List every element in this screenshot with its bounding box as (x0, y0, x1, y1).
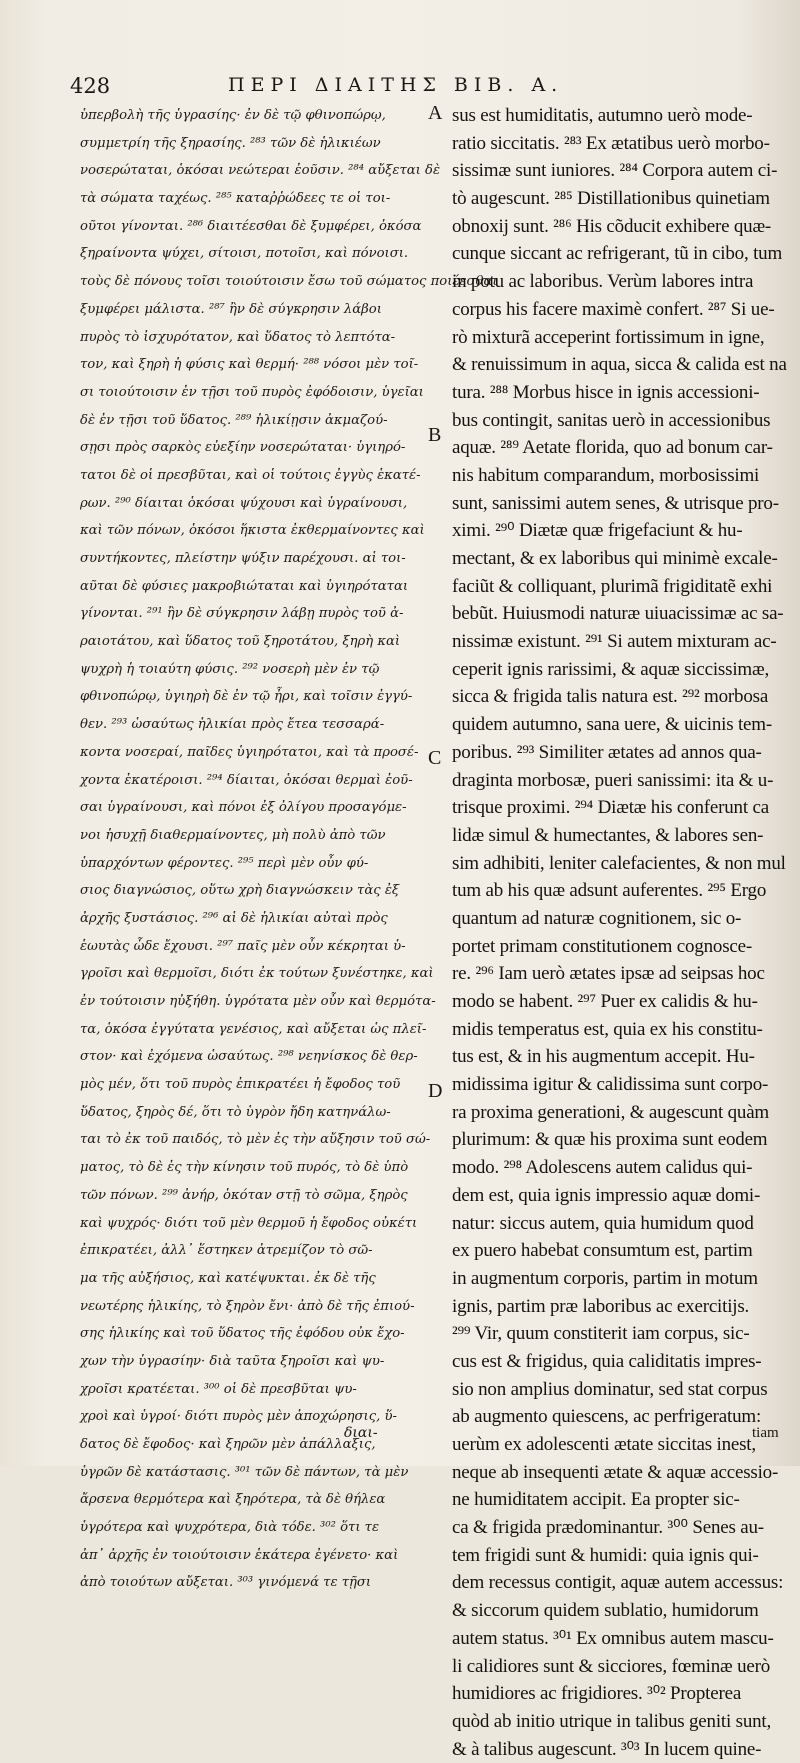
latin-text-line: sunt, sanissimi autem senes, & utrisque pro- (452, 492, 779, 514)
greek-text-line: χροῖσι κρατέεται. ³⁰⁰ οἱ δὲ πρεσβῦται ψυ- (80, 1381, 357, 1397)
latin-text-line: ne humiditatem accipit. Ea propter sic- (452, 1489, 740, 1511)
latin-text-line: quidem autumno, sana uere, & uicinis tem- (452, 714, 772, 736)
greek-text-line: σῃσι πρὸς σαρκὸς εὐεξίην νοσερώταται· ὑγιηρό- (80, 440, 406, 456)
latin-text-line: in potu ac laboribus. Verùm labores intra (452, 271, 754, 293)
latin-text-line: bus contingit, sanitas uerò in accessionibus (452, 409, 771, 431)
latin-text-line: bebũt. Huiusmodi naturæ uiuacissimæ ac sa- (452, 603, 784, 625)
latin-text-line: tò augescunt. ²⁸⁵ Distillationibus quinetiam (452, 188, 770, 210)
greek-text-line: θεν. ²⁹³ ὡσαύτως ἡλικίαι πρὸς ἔτεα τεσσαρά- (80, 717, 385, 733)
latin-text-line: dem recessus contigit, aquæ autem accessus: (452, 1572, 784, 1594)
latin-text-line: & à talibus augescunt. ³⁰³ In lucem quine- (452, 1738, 762, 1760)
greek-text-line: ἀρχῆς ξυστάσιος. ²⁹⁶ αἱ δὲ ἡλικίαι αὐταὶ πρὸς (80, 910, 388, 926)
greek-text-column (80, 102, 498, 1597)
latin-text-line: sus est humiditatis, autumno uerò mode- (452, 105, 753, 126)
latin-text-line: modo. ²⁹⁸ Adolescens autem calidus qui- (452, 1157, 753, 1179)
greek-text-line: ὑγρότερα καὶ ψυχρότερα, διὰ τόδε. ³⁰² ὅτι τε (80, 1520, 380, 1536)
latin-text-line: dem est, quia ignis impressio aquæ domi- (452, 1184, 761, 1206)
greek-text-line: ξηραίνοντα ψύχει, σίτοισι, ποτοῖσι, καὶ πόνοισι. (80, 246, 409, 262)
latin-text-line: re. ²⁹⁶ Iam uerò ætates ipsæ ad seipsas hoc (452, 963, 765, 985)
greek-text-line: τον, καὶ ξηρὴ ἡ φύσις καὶ θερμή· ²⁸⁸ νόσοι μὲν τοῖ- (80, 357, 419, 373)
greek-text-line: συμμετρίη τῆς ξηρασίης. ²⁸³ τῶν δὲ ἡλικιέων (80, 135, 381, 151)
latin-text-line: ceperit ignis rarissimi, & aquæ siccissimæ, (452, 658, 769, 680)
greek-text-line: μα τῆς αὐξήσιος, καὶ κατέψυκται. ἐκ δὲ τῆς (80, 1270, 376, 1286)
latin-text-line: obnoxij sunt. ²⁸⁶ His cõducit exhibere quæ- (452, 215, 772, 237)
latin-text-line: ratio siccitatis. ²⁸³ Ex ætatibus uerò morbo- (452, 132, 770, 154)
greek-text-line: ἑωυτὰς ὧδε ἔχουσι. ²⁹⁷ παῖς μὲν οὖν κέκρηται ὑ- (80, 938, 406, 954)
greek-text-line: νοι ἡσυχῇ διαθερμαίνοντες, μὴ πολὺ ἀπὸ τῶν (80, 827, 386, 843)
latin-text-line: sicca & frigida talis natura est. ²⁹² morbosa (452, 686, 769, 708)
latin-text-line: corpus his facere maximè confert. ²⁸⁷ Si ue- (452, 298, 775, 320)
greek-text-line: σιος διαγνώσιος, οὕτω χρὴ διαγνώσκειν τὰς ἐξ (80, 883, 400, 899)
margin-letter-a: A (428, 102, 443, 124)
latin-text-line: trisque proximi. ²⁹⁴ Diætæ his conferunt ca (452, 797, 769, 819)
latin-text-line: quantum ad naturæ cognitionem, sic o- (452, 907, 742, 929)
greek-text-line: ρων. ²⁹⁰ δίαιται ὁκόσαι ψύχουσι καὶ ὑγραίνουσι, (80, 495, 408, 511)
greek-text-line: γροῖσι καὶ θερμοῖσι, διότι ἐκ τούτων ξυνέστηκε, καὶ (80, 966, 434, 982)
latin-text-line: neque ab insequenti ætate & aquæ accessio- (452, 1461, 779, 1483)
greek-text-line: χροὶ καὶ ὑγροί· διότι πυρὸς μὲν ἀποχώρησις, ὕ- (80, 1409, 397, 1425)
greek-text-line: δατος δὲ ἔφοδος· καὶ ξηρῶν μὲν ἀπάλλαξις, (80, 1437, 376, 1452)
greek-text-line: τὰ σώματα ταχέως. ²⁸⁵ καταῤῥώδεες τε οἱ τοι- (80, 191, 391, 207)
greek-text-line: αῦται δὲ φύσιες μακροβιώταται καὶ ὑγιηρόταται (80, 578, 409, 594)
greek-text-line: γίνονται. ²⁹¹ ἢν δὲ σύγκρησιν λάβῃ πυρὸς τοῦ ἀ- (80, 606, 404, 622)
latin-text-line: lidæ simul & humectantes, & labores sen- (452, 824, 764, 846)
greek-catchword: διαι- (344, 1425, 378, 1441)
greek-text-line: δὲ ἐν τῇσι τοῦ ὕδατος. ²⁸⁹ ἡλικίῃσιν ἀκμαζού- (80, 412, 388, 428)
latin-text-line: & siccorum quidem sublatio, humidorum (452, 1600, 759, 1622)
latin-text-line: nis habitum comparandum, morbosissimi (452, 464, 760, 486)
greek-text-line: χων τὴν ὑγρασίην· διὰ ταῦτα ξηροῖσι καὶ ψυ- (80, 1353, 385, 1369)
latin-text-line: ex puero habebat consumtum est, partim (452, 1240, 753, 1262)
greek-text-line: σαι ὑγραίνουσι, καὶ πόνοι ἐξ ὀλίγου προσαγόμε- (80, 800, 407, 816)
greek-text-line: ἐπικρατέει, ἀλλ᾽ ἕστηκεν ἀτρεμίζον τὸ σῶ- (80, 1243, 373, 1259)
greek-text-line: σης ἡλικίης καὶ τοῦ ὕδατος τῆς ἐφόδου οὐκ ἔχο- (80, 1326, 405, 1342)
latin-text-line: autem status. ³⁰¹ Ex omnibus autem mascu- (452, 1627, 774, 1649)
latin-text-line: sio non amplius dominatur, sed stat corpus (452, 1378, 768, 1400)
greek-text-line: τῶν πόνων. ²⁹⁹ ἀνήρ, ὁκόταν στῇ τὸ σῶμα, ξηρὸς (80, 1187, 408, 1203)
latin-text-line: mectant, & ex laboribus qui minimè excale- (452, 548, 778, 569)
greek-text-line: ξυμφέρει μάλιστα. ²⁸⁷ ἢν δὲ σύγκρησιν λάβοι (80, 301, 382, 317)
latin-text-line: nissimæ existunt. ²⁹¹ Si autem mixturam ac- (452, 631, 777, 653)
greek-text-line: καὶ τῶν πόνων, ὁκόσοι ἥκιστα ἐκθερμαίνοντες καὶ (80, 523, 425, 539)
latin-text-line: tum ab his quæ adsunt auferentes. ²⁹⁵ Ergo (452, 880, 767, 902)
latin-text-line: midis temperatus est, quia ex his constitu- (452, 1018, 763, 1040)
latin-text-line: sim adhibiti, leniter calefacientes, & non mul (452, 852, 786, 874)
latin-text-line: modo se habent. ²⁹⁷ Puer ex calidis & hu- (452, 991, 758, 1012)
latin-text-line: ra proxima generationi, & augescunt quàm (452, 1101, 770, 1123)
greek-text-line: μὸς μέν, ὅτι τοῦ πυρὸς ἐπικρατέει ἡ ἔφοδος τοῦ (80, 1077, 401, 1093)
greek-text-line: ψυχρὴ ἡ τοιαύτη φύσις. ²⁹² νοσερὴ μὲν ἐν τῷ (80, 661, 380, 677)
latin-text-line: uerùm ex adolescenti ætate siccitas inest, (452, 1434, 756, 1455)
greek-text-line: ὑπαρχόντων φέροντες. ²⁹⁵ περὶ μὲν οὖν φύ- (80, 855, 369, 871)
greek-text-line: συντήκοντες, πλείστην ψύξιν παρέχουσι. αἱ τοι- (80, 551, 406, 566)
greek-text-line: ματος, τὸ δὲ ἐς τὴν κίνησιν τοῦ πυρός, τὸ δὲ ὑπὸ (80, 1160, 409, 1176)
latin-text-line: midissima igitur & calidissima sunt corpo- (452, 1074, 769, 1096)
greek-text-line: καὶ ψυχρός· διότι τοῦ μὲν θερμοῦ ἡ ἔφοδος οὐκέτι (80, 1215, 418, 1231)
greek-text-line: φθινοπώρῳ, ὑγιηρὴ δὲ ἐν τῷ ἦρι, καὶ τοῖσιν ἐγγύ- (80, 689, 413, 705)
greek-text-line: τοὺς δὲ πόνους τοῖσι τοιούτοισιν ἔσω τοῦ σώματος ποιέεσθαι (80, 274, 498, 290)
greek-text-line: ραιοτάτου, καὶ ὕδατος τοῦ ξηροτάτου, ξηρὴ καὶ (80, 634, 401, 650)
latin-text-line: ²⁹⁹ Vir, quum constiterit iam corpus, sic- (452, 1323, 750, 1345)
margin-letter-b: B (428, 424, 442, 446)
latin-text-line: rò mixturã acceperint fortissimum in igne, (452, 326, 765, 348)
latin-text-line: quòd ab initio utrique in talibus geniti sunt, (452, 1710, 772, 1732)
latin-text-line: humidiores ac frigidiores. ³⁰² Propterea (452, 1683, 742, 1705)
page-header (70, 70, 770, 104)
latin-text-line: aquæ. ²⁸⁹ Aetate florida, quo ad bonum car- (452, 437, 773, 459)
greek-text-line: χοντα ἑκατέροισι. ²⁹⁴ δίαιται, ὁκόσαι θερμαὶ ἐοῦ- (80, 772, 413, 788)
latin-text-line: ab augmento quiescens, ac perfrigeratum: (452, 1406, 762, 1428)
latin-text-line: draginta morbosæ, pueri sanissimi: ita & u- (452, 769, 774, 791)
running-head: ΠΕΡΙ ΔΙΑΙΤΗΣ ΒΙΒ. Α. (228, 74, 564, 96)
latin-text-line: poribus. ²⁹³ Similiter ætates ad annos qua- (452, 741, 762, 763)
latin-text-line: tem frigidi sunt & humidi: quia ignis qui- (452, 1544, 759, 1566)
latin-text-line: ca & frigida prædominantur. ³⁰⁰ Senes au- (452, 1517, 764, 1539)
greek-text-line: σι τοιούτοισιν ἐν τῇσι τοῦ πυρὸς ἐφόδοισιν, ὑγεῖαι (80, 384, 424, 400)
greek-text-line: ὑπερβολὴ τῆς ὑγρασίης· ἐν δὲ τῷ φθινοπώρῳ, (80, 108, 386, 123)
greek-text-line: τατοι δὲ οἱ πρεσβῦται, καὶ οἱ τούτοις ἐγγὺς ἑκατέ- (80, 467, 421, 483)
greek-text-line: ὕδατος, ξηρὸς δέ, ὅτι τὸ ὑγρὸν ἤδη κατηνάλω- (80, 1104, 391, 1120)
greek-text-line: στον· καὶ ἐχόμενα ὡσαύτως. ²⁹⁸ νεηνίσκος δὲ θερ- (80, 1049, 418, 1065)
page-number: 428 (70, 74, 111, 98)
latin-text-line: sissimæ sunt iuniores. ²⁸⁴ Corpora autem ci- (452, 160, 778, 182)
latin-text-line: ximi. ²⁹⁰ Diætæ quæ frigefaciunt & hu- (452, 520, 743, 542)
greek-text-line: κοντα νοσεραί, παῖδες ὑγιηρότατοι, καὶ τὰ προσέ- (80, 744, 419, 760)
latin-text-line: in augmentum corporis, partim in motum (452, 1267, 758, 1289)
latin-text-line: ignis, partim præ laboribus ac exercitijs. (452, 1295, 750, 1317)
latin-text-line: cunque siccant ac refrigerant, tũ in cibo, tum (452, 243, 783, 265)
latin-text-line: natur: siccus autem, quia humidum quod (452, 1212, 754, 1234)
latin-text-line: faciũt & colliquant, plurimã frigiditatẽ exhi (452, 575, 773, 597)
greek-text-line: ται τὸ ἐκ τοῦ παιδός, τὸ μὲν ἐς τὴν αὔξησιν τοῦ σώ- (80, 1132, 431, 1148)
greek-text-line: ἀπ᾽ ἀρχῆς ἐν τοιούτοισιν ἑκάτερα ἐγένετο· καὶ (80, 1547, 399, 1563)
greek-text-line: ἀπὸ τοιούτων αὔξεται. ³⁰³ γινόμενά τε τῇσι (80, 1575, 372, 1591)
latin-text-line: li calidiores sunt & sicciores, fœminæ uerò (452, 1655, 771, 1677)
latin-text-line: tus est, & in his augmentum accepit. Hu- (452, 1046, 755, 1068)
greek-text-line: ὑγρῶν δὲ κατάστασις. ³⁰¹ τῶν δὲ πάντων, τὰ μὲν (80, 1464, 409, 1480)
margin-letter-d: D (428, 1080, 443, 1102)
latin-text-line: plurimum: & quæ his proxima sunt eodem (452, 1129, 768, 1151)
latin-text-line: & renuissimum in aqua, sicca & calida est na (452, 354, 787, 376)
latin-text-line: tura. ²⁸⁸ Morbus hisce in ignis accessioni- (452, 381, 760, 403)
latin-catchword: tiam (752, 1425, 779, 1441)
latin-text-line: portet primam constitutionem cognosce- (452, 935, 753, 957)
greek-text-line: πυρὸς τὸ ἰσχυρότατον, καὶ ὕδατος τὸ λεπτότα- (80, 329, 396, 345)
greek-text-line: ἄρσενα θερμότερα καὶ ξηρότερα, τὰ δὲ θήλεα (80, 1492, 386, 1508)
latin-text-column (452, 102, 792, 1763)
greek-text-line: νοσερώταται, ὁκόσαι νεώτεραι ἐοῦσιν. ²⁸⁴ αὔξεται δὲ (80, 163, 441, 179)
margin-letter-c: C (428, 747, 442, 769)
latin-text-line: cus est & frigidus, quia caliditatis impres- (452, 1350, 762, 1372)
greek-text-line: νεωτέρης ἡλικίης, τὸ ξηρὸν ἔνι· ἀπὸ δὲ τῆς ἐπιού- (80, 1298, 415, 1314)
greek-text-line: οῦτοι γίνονται. ²⁸⁶ διαιτέεσθαι δὲ ξυμφέρει, ὁκόσα (80, 218, 422, 234)
greek-text-line: ἐν τούτοισιν ηὐξήθη. ὑγρότατα μὲν οὖν καὶ θερμότα- (80, 994, 436, 1009)
greek-text-line: τα, ὁκόσα ἐγγύτατα γενέσιος, καὶ αὔξεται ὡς πλεῖ- (80, 1021, 427, 1037)
